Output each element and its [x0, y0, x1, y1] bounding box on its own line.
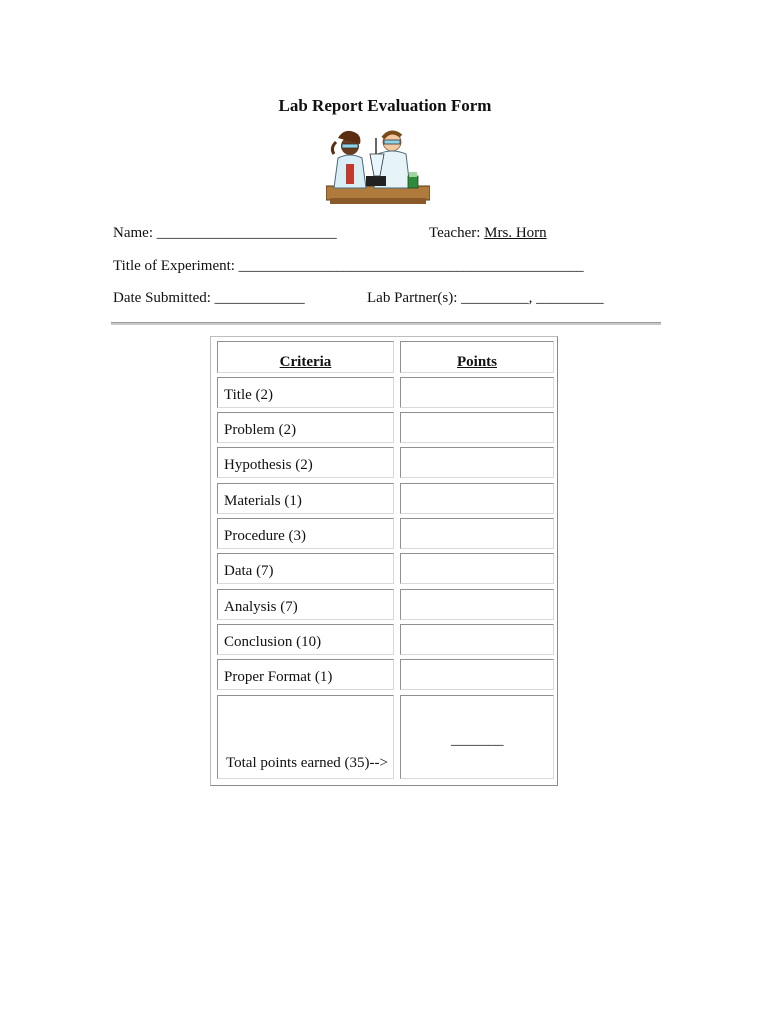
points-header: Points [400, 341, 554, 373]
lab-partners-field[interactable]: Lab Partner(s): _________, _________ [367, 290, 604, 306]
criteria-cell: Hypothesis (2) [217, 447, 394, 478]
teacher-label: Teacher: [429, 225, 485, 241]
evaluation-table [210, 336, 558, 786]
points-cell[interactable] [400, 518, 554, 549]
total-points-label: Total points earned (35)--> [226, 755, 388, 771]
criteria-cell: Procedure (3) [217, 518, 394, 549]
points-cell[interactable] [400, 447, 554, 478]
points-cell[interactable] [400, 412, 554, 443]
total-points-blank[interactable]: _______ [451, 732, 504, 748]
teacher-name: Mrs. Horn [484, 225, 547, 241]
form-title: Lab Report Evaluation Form [278, 96, 492, 115]
horizontal-divider [111, 322, 661, 325]
points-cell[interactable] [400, 659, 554, 690]
criteria-cell: Data (7) [217, 553, 394, 584]
points-cell[interactable] [400, 624, 554, 655]
criteria-cell: Analysis (7) [217, 589, 394, 620]
experiment-title-field[interactable]: Title of Experiment: ______________________________________________ [113, 258, 584, 274]
date-submitted-field[interactable]: Date Submitted: ____________ [113, 290, 305, 306]
criteria-cell: Problem (2) [217, 412, 394, 443]
points-cell[interactable] [400, 483, 554, 514]
criteria-cell: Materials (1) [217, 483, 394, 514]
points-cell[interactable] [400, 589, 554, 620]
total-points-cell[interactable] [400, 695, 554, 779]
criteria-cell: Conclusion (10) [217, 624, 394, 655]
total-label-cell [217, 695, 394, 779]
points-cell[interactable] [400, 553, 554, 584]
scientists-lab-clipart [326, 124, 430, 210]
points-cell[interactable] [400, 377, 554, 408]
criteria-header: Criteria [217, 341, 394, 373]
name-field[interactable]: Name: ________________________ [113, 225, 337, 241]
criteria-cell: Title (2) [217, 377, 394, 408]
teacher-field [429, 225, 547, 242]
criteria-cell: Proper Format (1) [217, 659, 394, 690]
